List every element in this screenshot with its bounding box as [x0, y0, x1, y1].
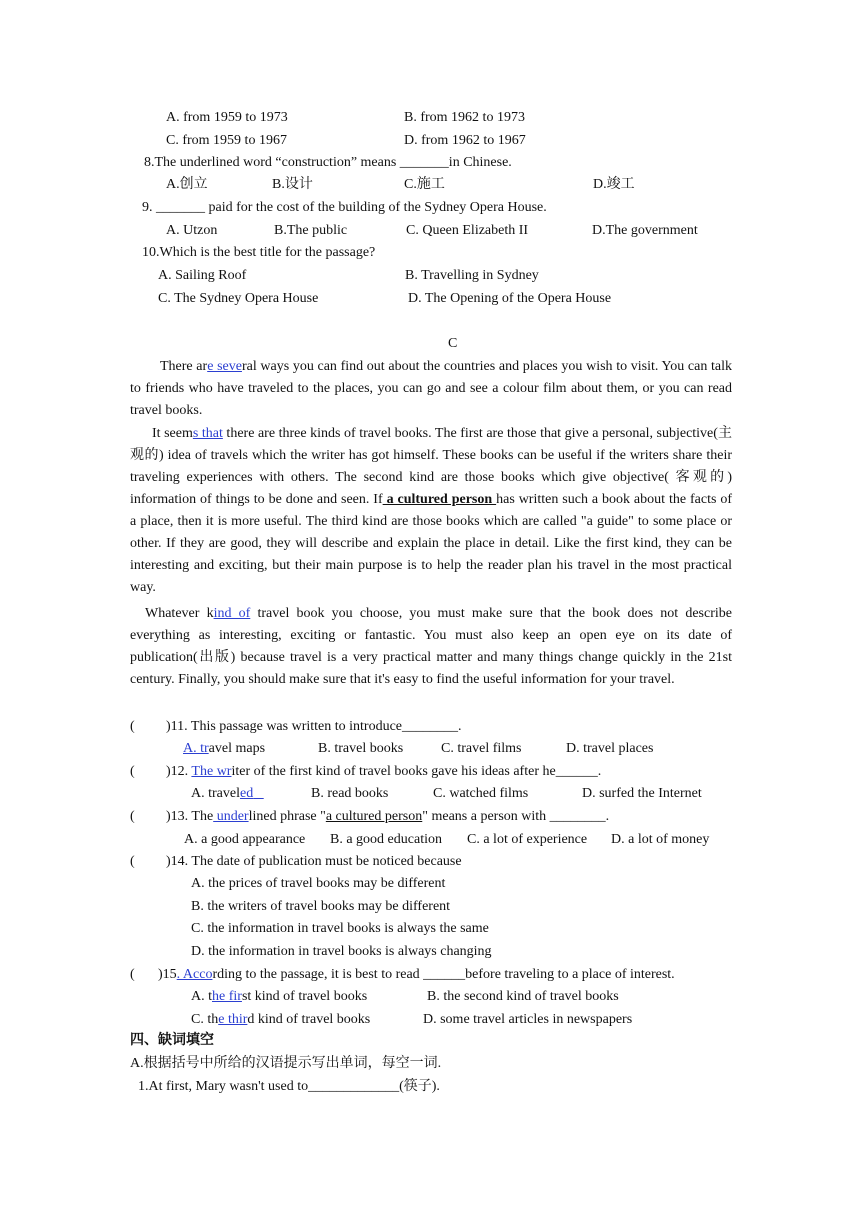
- section-4-question-1: 1.At first, Mary wasn't used to_____________(筷子).: [138, 1079, 440, 1094]
- q13-stem-rest: " means a person with ________.: [422, 809, 610, 824]
- p2-text-b: has written such a book about the facts of a place, then it is more useful. The third kind are those books which are called "a guide" to some place or other. If they are good, they will describe and explain the place in detail. Like the first kind, they can be interesting and exciting, but their main purpose is to help the reader plan his travel in the most practical way.: [130, 492, 733, 595]
- passage-paragraph-3: [130, 603, 732, 691]
- q15-stem: [158, 964, 675, 986]
- q15-option-a: [191, 986, 367, 1008]
- p3-text: Whatever k: [145, 606, 214, 621]
- q15-c-pre: C. th: [191, 1012, 219, 1027]
- q14-option-c: C. the information in travel books is always the same: [191, 921, 489, 936]
- q12-stem-rest: iter of the first kind of travel books gave his ideas after he______.: [231, 764, 602, 779]
- q7-option-b: B. from 1962 to 1973: [404, 110, 525, 125]
- q8-option-b: B.设计: [272, 177, 313, 192]
- q15-paren: (: [130, 967, 135, 982]
- q13-paren: (: [130, 809, 135, 824]
- q9-option-c: C. Queen Elizabeth II: [406, 223, 529, 238]
- p3-link[interactable]: ind of: [213, 606, 251, 621]
- q14-option-a: A. the prices of travel books may be different: [191, 876, 446, 891]
- passage-paragraph-2: [130, 423, 732, 599]
- q12-a-text: A. travel: [191, 786, 240, 801]
- q12-paren: (: [130, 764, 135, 779]
- q11-a-text: avel maps: [208, 741, 266, 756]
- q15-option-c: [191, 1009, 370, 1031]
- p1-text: There ar: [160, 359, 208, 374]
- q8-stem: 8.The underlined word “construction” means _______in Chinese.: [144, 155, 512, 170]
- p1-link[interactable]: e seve: [207, 359, 242, 374]
- q9-option-d: D.The government: [592, 223, 698, 238]
- q12-option-a: [191, 783, 264, 805]
- p1-text-rest: ral ways you can find out about the countries and places you wish to visit. You can talk to friends who have traveled to the places, you can go and see a colour film about them, or you can read travel books.: [130, 359, 732, 418]
- section-c-heading: C: [448, 336, 458, 351]
- q13-stem-link[interactable]: under: [213, 809, 249, 824]
- q11-option-d: D. travel places: [566, 741, 654, 756]
- passage-paragraph-1: [130, 356, 732, 422]
- p2-text: It seem: [152, 426, 193, 441]
- p2-link[interactable]: s that: [192, 426, 223, 441]
- p3-text-rest: travel book you choose, you must make sure that the book does not describe everything as interesting, exciting or fantastic. You must also keep an open eye on its date of publication(出版) because travel is a very practical matter and many things change quickly in the 21st century. Finally, you should make sure that it's easy to find the useful information for your travel.: [130, 606, 732, 687]
- q13-option-d: D. a lot of money: [611, 832, 710, 847]
- section-4-heading: 四、缺词填空: [130, 1033, 214, 1048]
- q12-a-link[interactable]: ed: [239, 786, 254, 801]
- q9-option-a: A. Utzon: [166, 223, 218, 238]
- q14-stem: )14. The date of publication must be noticed because: [166, 854, 462, 869]
- q8-option-d: D.竣工: [593, 177, 635, 192]
- q8-option-c: C.施工: [404, 177, 445, 192]
- q15-option-b: B. the second kind of travel books: [427, 989, 619, 1004]
- q8-option-a: A.创立: [166, 177, 208, 192]
- q15-option-d: D. some travel articles in newspapers: [423, 1012, 633, 1027]
- section-4-instruction: A.根据括号中所给的汉语提示写出单词，每空一词.: [130, 1056, 442, 1071]
- q11-option-b: B. travel books: [318, 741, 404, 756]
- q12-stem-pre: )12.: [166, 764, 192, 779]
- q15-c-link[interactable]: e thir: [218, 1012, 248, 1027]
- q10-option-a: A. Sailing Roof: [158, 268, 247, 283]
- q13-stem: [166, 806, 609, 828]
- q13-stem-pre: )13. The: [166, 809, 214, 824]
- q10-option-c: C. The Sydney Opera House: [158, 291, 319, 306]
- q15-a-pre: A. t: [191, 989, 212, 1004]
- q10-option-b: B. Travelling in Sydney: [405, 268, 539, 283]
- q13-option-b: B. a good education: [330, 832, 442, 847]
- q15-a-rest: st kind of travel books: [241, 989, 368, 1004]
- q13-underlined-phrase: a cultured person: [325, 809, 423, 824]
- q14-option-b: B. the writers of travel books may be different: [191, 899, 451, 914]
- q7-option-a: A. from 1959 to 1973: [166, 110, 288, 125]
- q9-stem: 9. _______ paid for the cost of the building of the Sydney Opera House.: [142, 200, 547, 215]
- q11-a-link[interactable]: A. tr: [183, 741, 209, 756]
- q11-option-c: C. travel films: [441, 741, 522, 756]
- q7-option-d: D. from 1962 to 1967: [404, 133, 526, 148]
- q10-option-d: D. The Opening of the Opera House: [408, 291, 612, 306]
- q15-stem-link[interactable]: . Acco: [176, 967, 213, 982]
- p2-text-a: there are three kinds of travel books. The first are those that give a personal, subjective(主观的) idea of travels which the writer has got himself. These books can be useful if the writers share their traveling experiences with others. The second kind are those books which give objective( 客观的) information of things to be done and seen. If: [130, 426, 732, 507]
- q15-stem-pre: )15: [158, 967, 177, 982]
- q12-option-d: D. surfed the Internet: [582, 786, 702, 801]
- q12-option-b: B. read books: [311, 786, 389, 801]
- q9-option-b: B.The public: [274, 223, 348, 238]
- q13-stem-mid: lined phrase ": [248, 809, 326, 824]
- q13-option-a: A. a good appearance: [184, 832, 306, 847]
- q15-a-link[interactable]: he fir: [212, 989, 242, 1004]
- q14-option-d: D. the information in travel books is always changing: [191, 944, 492, 959]
- q15-c-rest: d kind of travel books: [247, 1012, 371, 1027]
- q12-stem-link[interactable]: The wr: [191, 764, 232, 779]
- q15-stem-rest: rding to the passage, it is best to read ______before traveling to a place of interest.: [212, 967, 675, 982]
- q12-option-c: C. watched films: [433, 786, 529, 801]
- q11-paren: (: [130, 719, 135, 734]
- q14-paren: (: [130, 854, 135, 869]
- q11-stem: )11. This passage was written to introduce________.: [166, 719, 462, 734]
- q11-option-a: [183, 738, 265, 760]
- q12-stem: [166, 761, 601, 783]
- q10-stem: 10.Which is the best title for the passage?: [142, 245, 376, 260]
- q13-option-c: C. a lot of experience: [467, 832, 588, 847]
- cultured-person-phrase: a cultured person: [382, 492, 497, 507]
- q7-option-c: C. from 1959 to 1967: [166, 133, 287, 148]
